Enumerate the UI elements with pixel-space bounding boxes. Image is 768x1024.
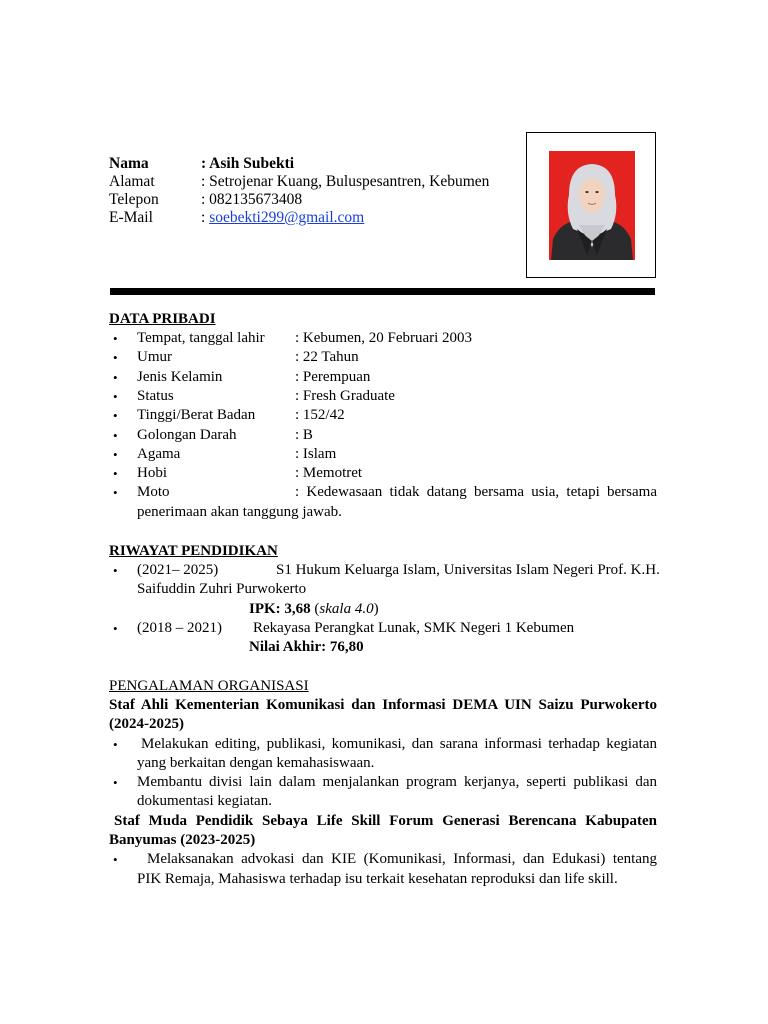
org-task-cont: dokumentasi kegiatan. — [137, 793, 272, 809]
org-title: Staf Muda Pendidik Sebaya Life Skill Forum Generasi Berencana Kabupaten — [114, 813, 657, 829]
phone-value: : 082135673408 — [201, 191, 303, 208]
item-label: Agama — [137, 446, 181, 462]
name-value: : Asih Subekti — [201, 155, 295, 172]
section-title-pendidikan: RIWAYAT PENDIDIKAN — [109, 543, 278, 559]
bullet-icon: • — [113, 428, 118, 443]
item-label: Tinggi/Berat Badan — [137, 407, 256, 423]
edu-years: (2018 – 2021) — [137, 620, 222, 636]
bullet-icon: • — [113, 775, 118, 790]
item-value: : B — [295, 427, 313, 443]
bullet-icon: • — [113, 350, 118, 365]
item-value: : 22 Tahun — [295, 349, 359, 365]
item-value: : Memotret — [295, 465, 363, 481]
address-value: : Setrojenar Kuang, Buluspesantren, Kebumen — [201, 173, 490, 190]
item-label: Umur — [137, 349, 172, 365]
item-value: : Kedewasaan tidak datang bersama usia, tetapi bersama — [295, 484, 657, 500]
profile-photo — [549, 151, 635, 260]
section-title-organisasi: PENGALAMAN ORGANISASI — [109, 678, 309, 694]
moto-continuation: penerimaan akan tanggung jawab. — [137, 504, 342, 520]
item-label: Status — [137, 388, 174, 404]
bullet-icon: • — [113, 737, 118, 752]
edu-score — [249, 600, 379, 619]
score-label: IPK: 3,68 — [249, 601, 311, 617]
address-label: Alamat — [109, 173, 155, 190]
section-title-data-pribadi: DATA PRIBADI — [109, 311, 216, 327]
edu-program: S1 Hukum Keluarga Islam, Universitas Islam Negeri Prof. K.H. — [276, 562, 660, 578]
org-task: Melaksanakan advokasi dan KIE (Komunikasi, Informasi, dan Edukasi) tentang — [147, 851, 657, 867]
score-note-open: ( — [310, 601, 320, 617]
score-note-close: ) — [373, 601, 379, 617]
edu-score: Nilai Akhir: 76,80 — [249, 639, 364, 655]
item-label: Moto — [137, 484, 170, 500]
profile-photo-illustration — [549, 151, 635, 260]
bullet-icon: • — [113, 485, 118, 500]
name-label: Nama — [109, 155, 149, 172]
org-task-cont: PIK Remaja, Mahasiswa terhadap isu terkait kesehatan reproduksi dan life skill. — [137, 871, 618, 887]
edu-institution: Saifuddin Zuhri Purwokerto — [137, 581, 307, 597]
item-value: : Perempuan — [295, 369, 371, 385]
org-title: Staf Ahli Kementerian Komunikasi dan Informasi DEMA UIN Saizu Purwokerto — [109, 697, 657, 713]
item-label: Golongan Darah — [137, 427, 237, 443]
email-link[interactable]: soebekti299@gmail.com — [209, 209, 365, 226]
item-value: : Fresh Graduate — [295, 388, 395, 404]
edu-program: Rekayasa Perangkat Lunak, SMK Negeri 1 Kebumen — [253, 620, 575, 636]
item-value: : 152/42 — [295, 407, 345, 423]
email-label: E-Mail — [109, 209, 153, 226]
org-task-cont: yang berkaitan dengan kemahasiswaan. — [137, 755, 375, 771]
bullet-icon: • — [113, 621, 118, 636]
item-value: : Kebumen, 20 Februari 2003 — [295, 330, 473, 346]
org-period: Banyumas (2023-2025) — [109, 832, 256, 848]
bullet-icon: • — [113, 331, 118, 346]
edu-years: (2021– 2025) — [137, 562, 219, 578]
email-prefix: : — [201, 209, 210, 226]
email-value — [201, 208, 364, 227]
score-note: skala 4.0 — [319, 601, 374, 617]
item-label: Hobi — [137, 465, 167, 481]
item-label: Tempat, tanggal lahir — [137, 330, 265, 346]
item-value: : Islam — [295, 446, 337, 462]
phone-label: Telepon — [109, 191, 159, 208]
item-label: Jenis Kelamin — [137, 369, 223, 385]
org-period: (2024-2025) — [109, 716, 184, 732]
bullet-icon: • — [113, 563, 118, 578]
bullet-icon: • — [113, 389, 118, 404]
org-task: Membantu divisi lain dalam menjalankan program kerjanya, seperti publikasi dan — [137, 774, 657, 790]
bullet-icon: • — [113, 408, 118, 423]
header-divider — [110, 288, 655, 295]
bullet-icon: • — [113, 447, 118, 462]
org-task: Melakukan editing, publikasi, komunikasi, dan sarana informasi terhadap kegiatan — [141, 736, 657, 752]
bullet-icon: • — [113, 852, 118, 867]
bullet-icon: • — [113, 370, 118, 385]
bullet-icon: • — [113, 466, 118, 481]
photo-frame — [526, 132, 656, 278]
